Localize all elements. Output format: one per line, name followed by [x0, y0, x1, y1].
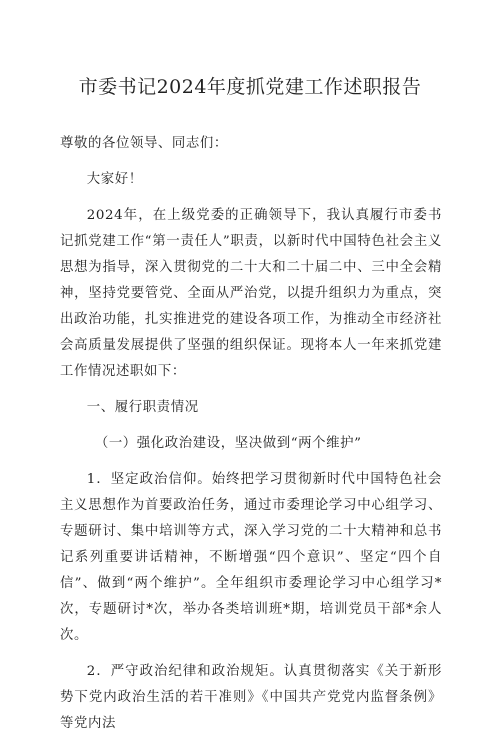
subsection-heading: （一）强化政治建设，坚决做到“两个维护”: [94, 436, 362, 451]
salutation: 尊敬的各位领导、同志们：: [60, 136, 228, 151]
document-body: [60, 131, 442, 747]
section-heading: 一、履行职责情况: [86, 400, 199, 415]
greeting: 大家好！: [86, 172, 143, 187]
intro-paragraph: 2024年，在上级党委的正确领导下，我认真履行市委书记抓党建工作“第一责任人”职责，以新时代中国特色社会主义思想为指导，深入贯彻党的二十大和二十届二中、三中全会精神，坚持党要管党、全面从严治党，以提升组织力为重点，突出政治功能，扎实推进党的建设各项工作，为推动全市经济社会高质量发展提供了坚强的组织保证。现将本人一年来抓党建工作情况述职如下：: [60, 208, 442, 379]
document-title: 市委书记2024年度抓党建工作述职报告: [78, 76, 422, 98]
list-item: 1．坚定政治信仰。始终把学习贯彻新时代中国特色社会主义思想作为首要政治任务，通过市委理论学习中心组学习、专题研讨、集中培训等方式，深入学习党的二十大精神和总书记系列重要讲话精神，不断增强“四个意识”、坚定“四个自信”、做到“两个维护”。全年组织市委理论学习中心组学习*次，专题研讨*次，举办各类培训班*期，培训党员干部*余人次。: [60, 472, 442, 643]
list-item: 2．严守政治纪律和政治规矩。认真贯彻落实《关于新形势下党内政治生活的若干准则》《中国共产党党内监督条例》等党内法: [60, 664, 442, 731]
